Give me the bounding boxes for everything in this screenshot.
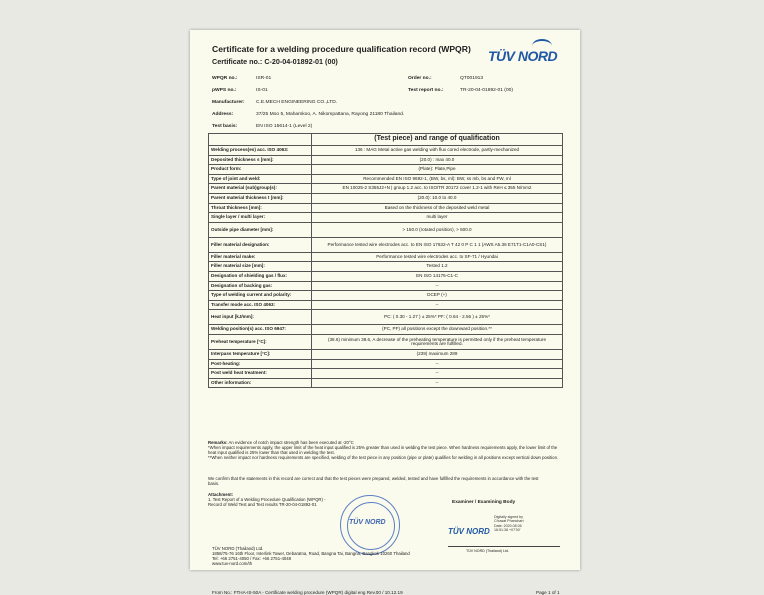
row-label: Parent material (sub)group(s):	[209, 184, 312, 194]
examiner-heading: Examiner / Examining Body	[452, 500, 516, 505]
row-value: EN 10025-2 S355J2+N | group 1.2 acc. to ISO/TR 20172 cover 1.2-1 with ReH ≤ 355 N/mm2	[312, 184, 563, 194]
row-value: DCEP (+)	[312, 291, 563, 301]
table-row	[209, 203, 563, 213]
wpqr-field: WPQR no.:	[212, 76, 238, 81]
row-value: --	[312, 359, 563, 369]
table-row	[209, 291, 563, 301]
table-row	[209, 193, 563, 203]
manufacturer-field: Manufacturer:	[212, 100, 245, 105]
row-label: Filler material make:	[209, 252, 312, 262]
document-title: Certificate for a welding procedure qualification record (WPQR)	[212, 44, 471, 54]
signature-line	[448, 546, 560, 547]
row-label: Heat input [kJ/mm]:	[209, 310, 312, 325]
row-value: (Plate): Plate,Pipe	[312, 165, 563, 175]
row-label: Type of welding current and polarity:	[209, 291, 312, 301]
row-value: (20.0) : max 40.0	[312, 155, 563, 165]
row-label: Parent material thickness t [mm]:	[209, 193, 312, 203]
row-value: --	[312, 369, 563, 379]
table-row	[209, 262, 563, 272]
row-value: EN ISO 14175-C1-C	[312, 271, 563, 281]
row-value: Performance tested wire electrodes acc. to EN ISO 17632-A T 42 0 P C 1 1 (AWS A5.36 E71T1-C1A0-CS1)	[312, 237, 563, 252]
row-value: --	[312, 378, 563, 388]
table-row	[209, 369, 563, 379]
remarks-section	[208, 440, 563, 460]
remarks-line-3: **When neither impact nor hardness requirements are specified, welding of the test piece in any position (pipe or plate) qualifies for welding in all positions except vertical down position.	[208, 455, 559, 461]
row-value: (PC, PF) all positions except the downward position.**	[312, 325, 563, 335]
row-label: Welding position(s) acc. ISO 6947:	[209, 325, 312, 335]
table-row	[209, 165, 563, 175]
qualification-table	[208, 133, 563, 388]
row-label: Deposited thickness s [mm]:	[209, 155, 312, 165]
order-value: QT001913	[460, 76, 484, 81]
table-row	[209, 146, 563, 156]
row-value: Based on the thickness of the deposited weld metal	[312, 203, 563, 213]
table-row	[209, 252, 563, 262]
table-row	[209, 222, 563, 237]
footer-website: www.tuv-nord.com/th	[212, 561, 253, 567]
address-value: 37/25 Moo 5, Mahamkoo, A. Nikompattana, Rayong 21180 Thailand.	[256, 112, 405, 117]
row-label: Product form:	[209, 165, 312, 175]
table-header-row	[209, 134, 563, 146]
row-value: 136 : MAG Metal active gas welding with flux cored electrode, partly-mechanized	[312, 146, 563, 156]
row-label: Post-heating:	[209, 359, 312, 369]
footer-address: 1858/75-76 16th Floor, Interlink Tower, Debaratna, Road, Bangna Tai, Bangna, Bangkok 10260 Thailand	[212, 551, 410, 557]
table-row	[209, 281, 563, 291]
attachment-label: Attachment:	[208, 492, 234, 497]
logo-arc-icon	[532, 39, 552, 53]
row-value: --	[312, 300, 563, 310]
test-basis-field: Test basis:	[212, 124, 238, 129]
row-label: Interpass temperature [°C]:	[209, 349, 312, 359]
report-value: TR-20-04-01892-01 (00)	[460, 88, 514, 93]
remarks-line-1: An evidence of notch impact strength has been executed at -20°C	[227, 440, 354, 445]
table-row	[209, 325, 563, 335]
confirmation-text: We confirm that the statements in this record are correct and that the test pieces were prepared, welded, tested and have fulfilled the requirements in accordance with the test basis.	[208, 476, 539, 487]
table-row	[209, 310, 563, 325]
report-field: Test report no.:	[408, 88, 444, 93]
attachment-section	[208, 492, 328, 507]
row-value: (239) maximum 289	[312, 349, 563, 359]
remarks-label: Remarks:	[208, 440, 228, 445]
row-value: (38.6) minimum 38.6, A decrease of the preheating temperature is permitted only if the preheat temperature requirements are fulfilled.	[312, 334, 563, 349]
table-row	[209, 271, 563, 281]
table-row	[209, 213, 563, 223]
row-value: --	[312, 281, 563, 291]
row-value: PC: ( 0.30 - 1.27 ) ± 25%* PF: ( 0.64 - 2.56 ) ± 25%*	[312, 310, 563, 325]
row-value: Tested 1.2	[312, 262, 563, 272]
digital-signature: Digitally signed by Chuwat Phanchart Date: 2020.08.06 16:51:38 +07'00'	[494, 515, 524, 533]
row-label: Transfer mode acc. ISO 4063:	[209, 300, 312, 310]
table-row	[209, 300, 563, 310]
attachment-text: 1. Test Report of a Welding Procedure Qualification (WPQR) - Record of Weld Test and Test results TR-20-04-01892-01	[208, 497, 326, 508]
remarks-line-2: *When impact requirements apply, the upper limit of the heat input qualified is 25% greater than used in welding the test piece. When hardness requirements apply, the lower limit of the heat input qualified is 25% lower than that used in welding the test.	[208, 445, 558, 456]
footer-company: TÜV NORD (Thailand) Ltd.	[212, 546, 264, 551]
table-row	[209, 349, 563, 359]
manufacturer-value: C.E.MECH ENGINEERING CO.,LTD.	[256, 100, 338, 105]
row-label: Post weld heat treatment:	[209, 369, 312, 379]
row-value: Performance tested wire electrodes acc. to SF-71 / Hyundai	[312, 252, 563, 262]
table-row	[209, 334, 563, 349]
pwps-value: IS-01	[256, 88, 268, 93]
pwps-field: pWPS no.:	[212, 88, 237, 93]
row-value: multi layer	[312, 213, 563, 223]
wpqr-value: ISR-01	[256, 76, 272, 81]
row-label: Filler material size [mm]:	[209, 262, 312, 272]
row-value: > 150.0 (rotated position), > 500.0	[312, 222, 563, 237]
table-row	[209, 155, 563, 165]
row-label: Filler material designation:	[209, 237, 312, 252]
order-field: Order no.:	[408, 76, 432, 81]
address-field: Address:	[212, 112, 234, 117]
table-heading: (Test piece) and range of qualification	[312, 134, 563, 146]
table-row	[209, 184, 563, 194]
form-number: From No.: FTHA-IS-50A - Certificate welding procedure (WPQR) digital eng Rev.00 / 10.12.19	[212, 590, 403, 595]
row-label: Designation of backing gas:	[209, 281, 312, 291]
row-label: Designation of shielding gas / flux:	[209, 271, 312, 281]
row-label: Type of joint and weld:	[209, 174, 312, 184]
test-basis-value: EN ISO 15614-1 (Level 2)	[256, 124, 313, 129]
row-label: Throat thickness [mm]:	[209, 203, 312, 213]
table-row	[209, 174, 563, 184]
page-number: Page 1 of 1	[536, 590, 560, 595]
stamp-brand: TÜV NORD	[349, 519, 386, 526]
signature-caption: TÜV NORD (Thailand) Ltd.	[466, 549, 509, 553]
row-value: (20.0): 10.0 to 40.0	[312, 193, 563, 203]
row-label: Outside pipe diameter [mm]:	[209, 222, 312, 237]
row-value: Recommended EN ISO 9692-1, (BW, bs, ml): BW, ss mb, bs and FW, ml	[312, 174, 563, 184]
row-label: Other information:	[209, 378, 312, 388]
tuv-nord-logo	[488, 48, 557, 64]
logo-text: TÜV NORD	[488, 48, 558, 64]
certificate-page	[190, 30, 580, 595]
row-label: Single layer / multi layer:	[209, 213, 312, 223]
company-footer	[212, 546, 410, 566]
table-row	[209, 359, 563, 369]
row-label: Preheat temperature [°C]:	[209, 334, 312, 349]
certificate-number: Certificate no.: C-20-04-01892-01 (00)	[212, 57, 338, 66]
table-row	[209, 237, 563, 252]
examiner-brand: TÜV NORD	[448, 527, 490, 536]
row-label: Welding process(es) acc. ISO 4063:	[209, 146, 312, 156]
table-row	[209, 378, 563, 388]
footer-phone: Tel: +66 2751-4050 / Fax: +66 2751-4048	[212, 556, 292, 562]
